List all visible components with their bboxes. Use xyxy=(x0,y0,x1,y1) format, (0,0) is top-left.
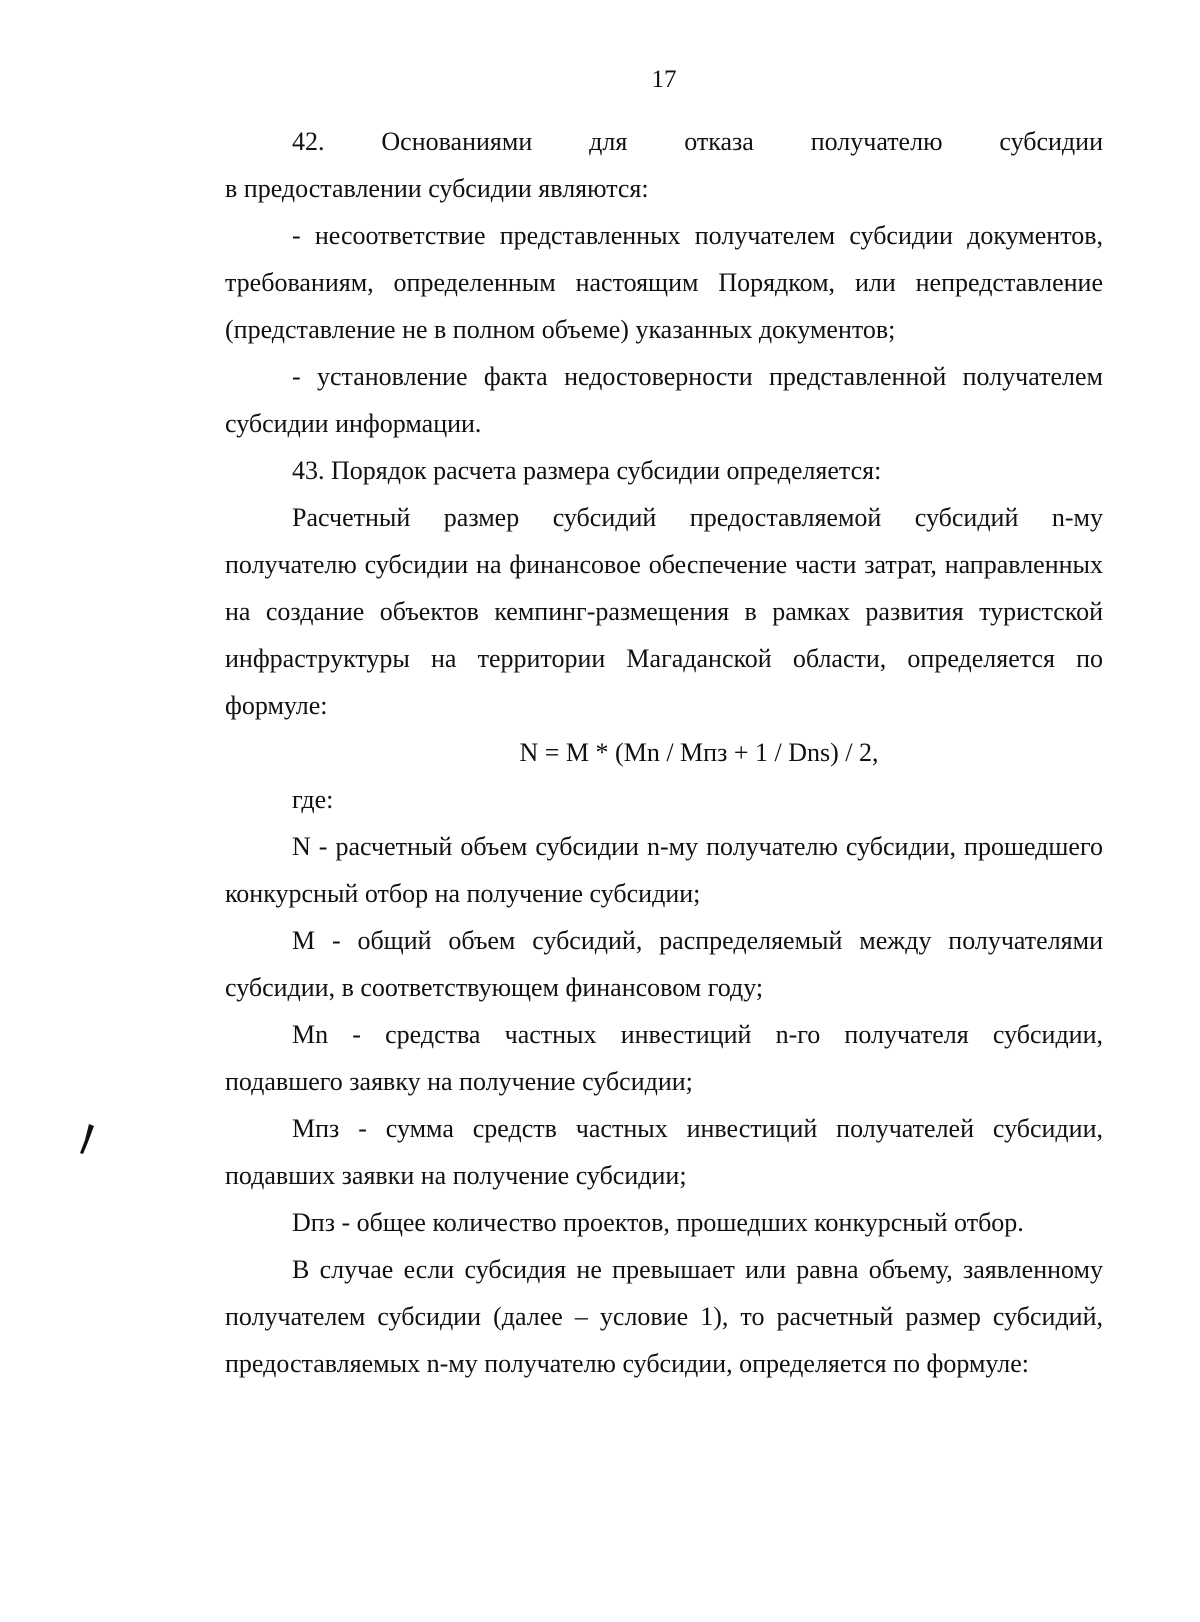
calculation-intro: Расчетный размер субсидий предоставляемой субсидий n-му получателю субсидии на финансовое обеспечение части затрат, направленных на создание объектов кемпинг-размещения в рамках развития туристской инфраструктуры на территории Магаданской области, определяется по формуле: xyxy=(225,503,1103,720)
paragraph-42-word: отказа xyxy=(684,127,754,156)
page-number: 17 xyxy=(651,66,677,93)
definition-mpz: Mпз - сумма средств частных инвестиций получателей субсидии, подавших заявки на получение субсидии; xyxy=(225,1114,1103,1190)
paragraph-42-word: получателю xyxy=(810,127,943,156)
bullet-nonconformity: - несоответствие представленных получателем субсидии документов, требованиям, определенным настоящим Порядком, или непредставление (представление не в полном объеме) указанных документов; xyxy=(225,221,1103,344)
paragraph-42-number: 42. xyxy=(292,127,325,156)
definition-n: N - расчетный объем субсидии n-му получателю субсидии, прошедшего конкурсный отбор на получение субсидии; xyxy=(225,832,1103,908)
document-body xyxy=(225,118,1103,1387)
paragraph-42-first-line xyxy=(225,118,1103,165)
paragraph-43: 43. Порядок расчета размера субсидии определяется: xyxy=(292,456,882,485)
paragraph-42-word: для xyxy=(589,127,628,156)
paragraph-42-continuation: в предоставлении субсидии являются: xyxy=(225,174,649,203)
where-label: где: xyxy=(292,785,334,814)
ink-mark xyxy=(80,1124,94,1154)
paragraph-42-word: Основаниями xyxy=(381,127,533,156)
bullet-false-information: - установление факта недостоверности представленной получателем субсидии информации. xyxy=(225,362,1103,438)
formula: N = M * (Mn / Mпз + 1 / Dns) / 2, xyxy=(519,738,879,767)
paragraph-42-word: субсидии xyxy=(999,127,1103,156)
definition-m: M - общий объем субсидий, распределяемый между получателями субсидии, в соответствующем финансовом году; xyxy=(225,926,1103,1002)
definition-dpz: Dпз - общее количество проектов, прошедших конкурсный отбор. xyxy=(292,1208,1024,1237)
definition-mn: Mn - средства частных инвестиций n-го получателя субсидии, подавшего заявку на получение субсидии; xyxy=(225,1020,1103,1096)
condition-1-paragraph: В случае если субсидия не превышает или равна объему, заявленному получателем субсидии (далее – условие 1), то расчетный размер субсидий, предоставляемых n-му получателю субсидии, определяется по формуле: xyxy=(225,1255,1103,1378)
